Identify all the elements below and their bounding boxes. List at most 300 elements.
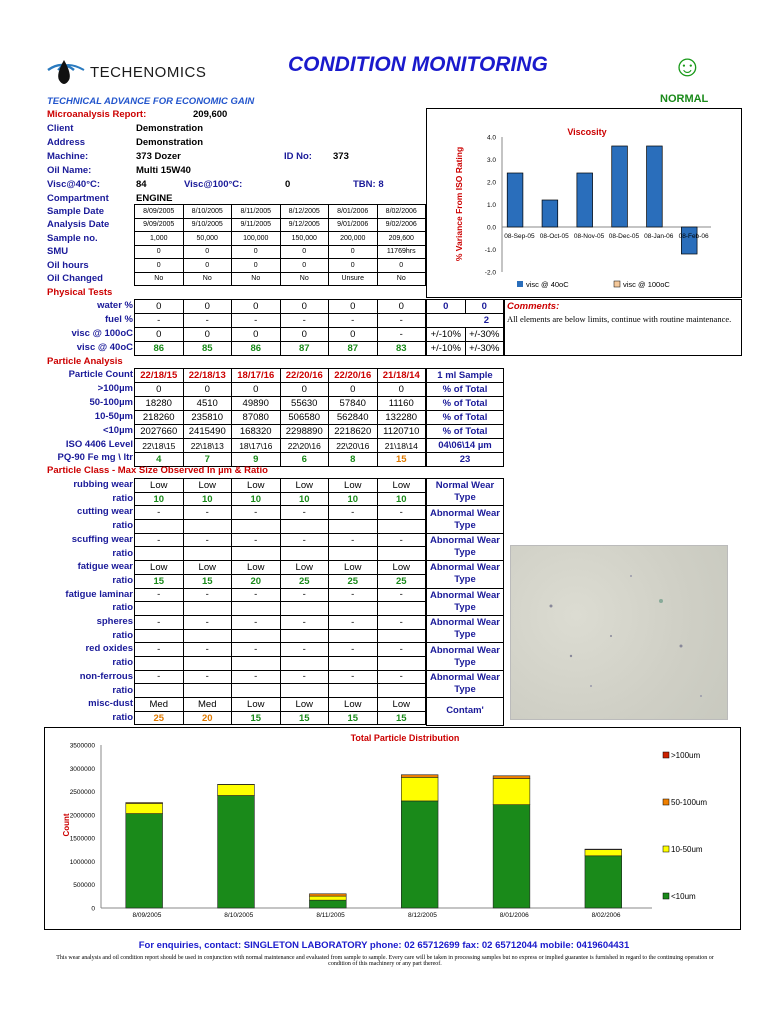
water-label: water % bbox=[97, 300, 133, 311]
physical-cell: 0 bbox=[135, 300, 184, 314]
size-cell: - bbox=[135, 506, 184, 520]
legend-label: 10-50um bbox=[671, 845, 703, 854]
size-cell: Low bbox=[135, 479, 184, 493]
table-row bbox=[135, 533, 426, 547]
oil-drop-logo-icon bbox=[44, 52, 88, 92]
sample-cell: 11769hrs bbox=[377, 245, 426, 259]
y-axis-label: Count bbox=[62, 813, 71, 837]
ratio-cell bbox=[135, 602, 184, 616]
table-row bbox=[427, 328, 504, 342]
wear-type-subtext: Type bbox=[454, 656, 476, 668]
size-cell: - bbox=[280, 588, 329, 602]
distribution-bar-segment bbox=[309, 896, 346, 900]
size-cell: - bbox=[329, 506, 378, 520]
size-cell: - bbox=[232, 588, 281, 602]
tbn-label: TBN: 8 bbox=[353, 179, 384, 190]
ratio-cell bbox=[135, 684, 184, 698]
physical-cell: 0 bbox=[183, 328, 232, 342]
table-row bbox=[135, 383, 426, 397]
sample-cell: 8/02/2006 bbox=[377, 205, 426, 219]
legend-swatch bbox=[614, 281, 620, 287]
particle-cell: 22\18\13 bbox=[183, 439, 232, 453]
sample-cell: 0 bbox=[135, 245, 184, 259]
wear-type-text: Abnormal Wear bbox=[429, 562, 501, 574]
ratio-cell bbox=[232, 602, 281, 616]
oil-label: Oil Name: bbox=[47, 165, 92, 176]
size-cell: Low bbox=[377, 479, 426, 493]
size-cell: - bbox=[280, 643, 329, 657]
ratio-cell: 15 bbox=[135, 574, 184, 588]
table-row bbox=[135, 656, 426, 670]
table-row bbox=[427, 479, 504, 506]
sample-cell: 0 bbox=[135, 259, 184, 273]
particle-cell: 2415490 bbox=[183, 425, 232, 439]
table-row bbox=[135, 218, 426, 232]
ratio-cell: 25 bbox=[329, 574, 378, 588]
table-row bbox=[135, 670, 426, 684]
legend-label: visc @ 100oC bbox=[623, 280, 670, 289]
particle-cell: 21/18/14 bbox=[377, 369, 426, 383]
footer-disclaimer: This wear analysis and oil condition report should be used in conjunction with normal maintenance and evaluated from sample to sample. Every care will be taken in processing samples but no express or implied guarantee is furnished in regard to the continuing operation or condition of this machinery or any part thereof. bbox=[56, 955, 714, 967]
status-badge: NORMAL bbox=[660, 93, 709, 105]
sample-cell: No bbox=[280, 272, 329, 286]
table-row bbox=[135, 574, 426, 588]
ratio-cell bbox=[232, 547, 281, 561]
ratio-label: ratio bbox=[112, 711, 133, 723]
table-row bbox=[427, 533, 504, 560]
oil-hours-label: Oil hours bbox=[47, 260, 89, 271]
distribution-bar-segment bbox=[401, 777, 438, 801]
y-tick-label: 2000000 bbox=[69, 812, 95, 820]
table-row bbox=[427, 300, 504, 314]
y-tick-label: -2.0 bbox=[484, 269, 496, 277]
sample-cell: 209,600 bbox=[377, 232, 426, 246]
sample-cell: 0 bbox=[183, 259, 232, 273]
sample-cell: 0 bbox=[232, 259, 281, 273]
machine-value: 373 Dozer bbox=[136, 151, 181, 162]
wear-type-subtext: Type bbox=[454, 629, 476, 641]
size-cell: - bbox=[183, 506, 232, 520]
ratio-cell: 10 bbox=[280, 492, 329, 506]
physical-cell: 87 bbox=[329, 342, 378, 356]
legend-swatch bbox=[663, 799, 669, 805]
physical-cell: - bbox=[377, 314, 426, 328]
wear-type-text: Abnormal Wear bbox=[429, 644, 501, 656]
table-row bbox=[135, 397, 426, 411]
table-row bbox=[427, 425, 504, 439]
size-cell: - bbox=[377, 643, 426, 657]
wear-type-subtext: Type bbox=[454, 683, 476, 695]
oil-changed-label: Oil Changed bbox=[47, 273, 103, 284]
ratio-label: ratio bbox=[112, 629, 133, 641]
table-row bbox=[135, 629, 426, 643]
particle-side-cell: % of Total bbox=[427, 397, 504, 411]
distribution-bar-segment bbox=[401, 801, 438, 908]
particle-distribution-chart bbox=[45, 728, 740, 929]
size-cell: - bbox=[377, 506, 426, 520]
size-cell: - bbox=[377, 670, 426, 684]
viscosity-bar bbox=[577, 173, 593, 227]
size-cell: - bbox=[280, 615, 329, 629]
y-tick-label: -1.0 bbox=[484, 247, 496, 254]
ratio-cell: 25 bbox=[135, 711, 184, 725]
sample-cell: 150,000 bbox=[280, 232, 329, 246]
particle-cell: 57840 bbox=[329, 397, 378, 411]
sample-cell: 0 bbox=[377, 259, 426, 273]
particle-cell: 0 bbox=[135, 383, 184, 397]
ratio-cell bbox=[232, 656, 281, 670]
sample-cell: 100,000 bbox=[232, 232, 281, 246]
table-row bbox=[427, 588, 504, 615]
size-cell: - bbox=[232, 615, 281, 629]
physical-cell: - bbox=[135, 314, 184, 328]
viscosity-bar bbox=[681, 227, 697, 254]
wear-type-text: Abnormal Wear bbox=[429, 617, 501, 629]
size-cell: Med bbox=[135, 698, 184, 712]
legend-swatch bbox=[663, 893, 669, 899]
particle-cell: 1120710 bbox=[377, 425, 426, 439]
10-50-label: 10-50µm bbox=[94, 411, 133, 422]
legend-label: <10um bbox=[671, 892, 696, 901]
visc40-label: Visc@40°C: bbox=[47, 179, 101, 190]
particle-side-cell: % of Total bbox=[427, 411, 504, 425]
table-row bbox=[135, 205, 426, 219]
table-row bbox=[427, 698, 504, 725]
size-cell: Low bbox=[135, 561, 184, 575]
table-row bbox=[135, 643, 426, 657]
table-row bbox=[427, 453, 504, 467]
logo-text: TECHENOMICS bbox=[90, 64, 207, 81]
ratio-label: ratio bbox=[112, 657, 133, 669]
particle-cell: 22\18\15 bbox=[135, 439, 184, 453]
table-row bbox=[135, 698, 426, 712]
distribution-bar-segment bbox=[585, 850, 622, 856]
wear-type-cell bbox=[427, 643, 504, 670]
sample-cell: 8/12/2005 bbox=[280, 205, 329, 219]
size-cell: - bbox=[135, 533, 184, 547]
sample-cell: 0 bbox=[329, 245, 378, 259]
limit-cell: +/-10% bbox=[427, 342, 466, 356]
ratio-cell: 10 bbox=[329, 492, 378, 506]
ratio-cell bbox=[280, 684, 329, 698]
size-cell: - bbox=[280, 670, 329, 684]
table-row bbox=[135, 342, 426, 356]
physical-cell: - bbox=[232, 314, 281, 328]
table-row bbox=[427, 314, 504, 328]
particle-cell: 8 bbox=[329, 453, 378, 467]
size-cell: - bbox=[183, 615, 232, 629]
size-cell: - bbox=[232, 670, 281, 684]
sample-cell: 9/02/2006 bbox=[377, 218, 426, 232]
particle-cell: 6 bbox=[280, 453, 329, 467]
ratio-cell: 20 bbox=[183, 711, 232, 725]
physical-cell: 0 bbox=[280, 328, 329, 342]
x-tick-label: 08-Sep-05 bbox=[504, 233, 535, 240]
id-value: 373 bbox=[333, 151, 349, 162]
ratio-cell: 20 bbox=[232, 574, 281, 588]
wear-type-text: Abnormal Wear bbox=[429, 589, 501, 601]
footer-contact: For enquiries, contact: SINGLETON LABORATORY phone: 02 65712699 fax: 02 65712044 mobile: 0419604431 bbox=[138, 940, 630, 951]
table-row bbox=[135, 602, 426, 616]
size-cell: - bbox=[280, 506, 329, 520]
ratio-cell bbox=[280, 602, 329, 616]
ratio-cell bbox=[377, 602, 426, 616]
comments-text: All elements are below limits, continue with routine maintenance. bbox=[507, 314, 732, 324]
ratio-cell bbox=[329, 547, 378, 561]
distribution-bar-segment bbox=[309, 900, 346, 908]
physical-cell: 0 bbox=[329, 300, 378, 314]
particle-count-label: Particle Count bbox=[68, 369, 133, 380]
table-row bbox=[427, 643, 504, 670]
physical-limits-table bbox=[426, 299, 504, 356]
physical-cell: 0 bbox=[183, 300, 232, 314]
particle-cell: 168320 bbox=[232, 425, 281, 439]
ratio-label: ratio bbox=[112, 574, 133, 586]
sample-cell: No bbox=[377, 272, 426, 286]
particle-cell: 9 bbox=[232, 453, 281, 467]
y-tick-label: 3000000 bbox=[69, 765, 95, 773]
wear-type-text: Contam' bbox=[446, 705, 484, 717]
sample-date-label: Sample Date bbox=[47, 206, 105, 217]
ratio-cell bbox=[232, 629, 281, 643]
ratio-cell bbox=[183, 656, 232, 670]
particle-side-cell: 04\06\14 µm bbox=[427, 439, 504, 453]
wear-type-cell bbox=[427, 561, 504, 588]
size-cell: - bbox=[377, 588, 426, 602]
table-row bbox=[427, 397, 504, 411]
ratio-label: ratio bbox=[112, 602, 133, 614]
particle-cell: 11160 bbox=[377, 397, 426, 411]
wear-type-text: Normal Wear bbox=[435, 480, 495, 492]
wear-type-cell bbox=[427, 698, 504, 725]
size-cell: Low bbox=[280, 698, 329, 712]
particle-cell: 22/20/16 bbox=[280, 369, 329, 383]
limit-cell: +/-30% bbox=[465, 342, 504, 356]
legend-swatch bbox=[517, 281, 523, 287]
distribution-bar-segment bbox=[585, 849, 622, 850]
x-tick-label: 8/01/2006 bbox=[499, 912, 529, 919]
particle-cell: 22/20/16 bbox=[329, 369, 378, 383]
ratio-cell: 10 bbox=[135, 492, 184, 506]
compartment-label: Compartment bbox=[47, 193, 109, 204]
size-cell: - bbox=[135, 615, 184, 629]
ratio-cell bbox=[377, 629, 426, 643]
physical-cell: - bbox=[183, 314, 232, 328]
sample-cell: No bbox=[135, 272, 184, 286]
microscope-image bbox=[510, 545, 728, 720]
table-row bbox=[427, 369, 504, 383]
ratio-label: ratio bbox=[112, 684, 133, 696]
ratio-cell bbox=[183, 629, 232, 643]
x-tick-label: 8/10/2005 bbox=[224, 912, 254, 919]
ratio-cell bbox=[280, 520, 329, 534]
size-cell: - bbox=[329, 643, 378, 657]
distribution-bar-segment bbox=[309, 894, 346, 896]
distribution-bar-segment bbox=[126, 814, 163, 908]
ratio-cell: 25 bbox=[377, 574, 426, 588]
particle-cell: 22\20\16 bbox=[329, 439, 378, 453]
wear-type-label: cutting wear bbox=[77, 506, 133, 518]
y-axis-label: % Variance From ISO Rating bbox=[454, 146, 464, 262]
wear-type-label: fatigue wear bbox=[77, 561, 133, 573]
y-tick-label: 2.0 bbox=[486, 179, 496, 187]
table-row bbox=[135, 711, 426, 725]
legend-label: >100um bbox=[671, 751, 701, 760]
table-row bbox=[135, 245, 426, 259]
comments-box bbox=[504, 299, 742, 356]
fuel-label: fuel % bbox=[105, 314, 133, 325]
legend-label: 50-100um bbox=[671, 798, 708, 807]
table-row bbox=[427, 439, 504, 453]
size-cell: - bbox=[377, 533, 426, 547]
chart-title: Total Particle Distribution bbox=[350, 733, 460, 743]
sample-cell: 0 bbox=[280, 245, 329, 259]
ratio-cell bbox=[232, 520, 281, 534]
y-tick-label: 3500000 bbox=[69, 742, 95, 750]
sample-cell: Unsure bbox=[329, 272, 378, 286]
viscosity-bar bbox=[542, 200, 558, 227]
table-row bbox=[135, 300, 426, 314]
sample-cell: 8/11/2005 bbox=[232, 205, 281, 219]
table-row bbox=[135, 479, 426, 493]
gt100-label: >100µm bbox=[97, 383, 133, 394]
particle-cell: 235810 bbox=[183, 411, 232, 425]
limit-cell: 2 bbox=[427, 314, 504, 328]
particle-cell: 0 bbox=[377, 383, 426, 397]
sample-cell: 9/11/2005 bbox=[232, 218, 281, 232]
table-row bbox=[135, 588, 426, 602]
particle-class-heading: Particle Class - Max Size Observed In µm & Ratio bbox=[47, 465, 268, 476]
wear-type-subtext: Type bbox=[454, 546, 476, 558]
wear-type-label: red oxides bbox=[85, 643, 133, 655]
ratio-cell bbox=[135, 520, 184, 534]
visc100-label: Visc@100°C: bbox=[184, 179, 243, 190]
wear-type-cell bbox=[427, 506, 504, 533]
size-cell: Low bbox=[183, 479, 232, 493]
y-tick-label: 2500000 bbox=[69, 789, 95, 797]
size-cell: Low bbox=[329, 479, 378, 493]
ratio-cell: 10 bbox=[377, 492, 426, 506]
limit-cell: +/-30% bbox=[465, 328, 504, 342]
address-label: Address bbox=[47, 137, 86, 148]
y-tick-label: 4.0 bbox=[486, 134, 496, 142]
lt10-label: <10µm bbox=[102, 425, 133, 436]
table-row bbox=[135, 369, 426, 383]
physical-cell: - bbox=[329, 314, 378, 328]
table-row bbox=[135, 520, 426, 534]
table-row bbox=[427, 506, 504, 533]
sample-cell: 9/01/2006 bbox=[329, 218, 378, 232]
physical-tests-heading: Physical Tests bbox=[47, 287, 113, 298]
viscosity-chart bbox=[427, 109, 741, 297]
size-cell: Low bbox=[232, 479, 281, 493]
ratio-cell bbox=[183, 602, 232, 616]
limit-cell: 0 bbox=[427, 300, 466, 314]
particle-cell: 562840 bbox=[329, 411, 378, 425]
particle-cell: 0 bbox=[232, 383, 281, 397]
ratio-cell bbox=[135, 547, 184, 561]
ratio-cell bbox=[183, 520, 232, 534]
id-label: ID No: bbox=[284, 151, 312, 162]
size-cell: - bbox=[183, 643, 232, 657]
particle-side-cell: 1 ml Sample bbox=[427, 369, 504, 383]
wear-type-label: rubbing wear bbox=[73, 479, 133, 490]
particle-cell: 0 bbox=[183, 383, 232, 397]
chart-title: Viscosity bbox=[567, 127, 607, 137]
particle-cell: 0 bbox=[280, 383, 329, 397]
wear-type-label: misc-dust bbox=[88, 698, 133, 710]
size-cell: - bbox=[329, 670, 378, 684]
tagline: TECHNICAL ADVANCE FOR ECONOMIC GAIN bbox=[47, 96, 255, 107]
viscosity-bar bbox=[647, 146, 663, 227]
particle-cell: 4 bbox=[135, 453, 184, 467]
physical-cell: 0 bbox=[232, 328, 281, 342]
legend-label: visc @ 40oC bbox=[526, 280, 569, 289]
ratio-cell bbox=[329, 684, 378, 698]
table-row bbox=[427, 383, 504, 397]
compartment-value: ENGINE bbox=[136, 193, 173, 204]
particle-cell: 7 bbox=[183, 453, 232, 467]
wear-type-text: Abnormal Wear bbox=[429, 534, 501, 546]
analysis-date-label: Analysis Date bbox=[47, 219, 110, 230]
table-row bbox=[135, 425, 426, 439]
particle-side-cell: % of Total bbox=[427, 383, 504, 397]
particle-cell: 218260 bbox=[135, 411, 184, 425]
wear-type-label: spheres bbox=[96, 616, 133, 627]
wear-type-subtext: Type bbox=[454, 601, 476, 613]
size-cell: - bbox=[183, 670, 232, 684]
limit-cell: 0 bbox=[465, 300, 504, 314]
size-cell: Low bbox=[329, 698, 378, 712]
ratio-cell bbox=[280, 629, 329, 643]
particle-side-cell: 23 bbox=[427, 453, 504, 467]
particle-side-table bbox=[426, 368, 504, 467]
ratio-cell bbox=[329, 629, 378, 643]
size-cell: - bbox=[183, 588, 232, 602]
distribution-bar-segment bbox=[126, 803, 163, 813]
ratio-cell bbox=[280, 547, 329, 561]
ratio-cell bbox=[329, 520, 378, 534]
size-cell: Med bbox=[183, 698, 232, 712]
size-cell: - bbox=[135, 588, 184, 602]
table-row bbox=[427, 342, 504, 356]
particle-cell: 49890 bbox=[232, 397, 281, 411]
sample-cell: 1,000 bbox=[135, 232, 184, 246]
physical-cell: 86 bbox=[135, 342, 184, 356]
particle-cell: 22/18/15 bbox=[135, 369, 184, 383]
ratio-cell bbox=[232, 684, 281, 698]
ratio-cell bbox=[377, 520, 426, 534]
distribution-bar-segment bbox=[493, 805, 530, 908]
wear-type-label: non-ferrous bbox=[79, 670, 133, 682]
table-row bbox=[427, 561, 504, 588]
ratio-cell bbox=[135, 656, 184, 670]
wear-type-subtext: Type bbox=[454, 574, 476, 586]
x-tick-label: 8/11/2005 bbox=[316, 912, 345, 919]
wear-type-subtext: Type bbox=[454, 519, 476, 531]
table-row bbox=[135, 328, 426, 342]
ratio-cell: 10 bbox=[183, 492, 232, 506]
wear-type-text: Abnormal Wear bbox=[429, 507, 501, 519]
y-tick-label: 1.0 bbox=[486, 202, 496, 209]
y-tick-label: 0 bbox=[91, 905, 95, 913]
table-row bbox=[135, 314, 426, 328]
table-row bbox=[135, 259, 426, 273]
legend-swatch bbox=[663, 752, 669, 758]
sample-cell: 0 bbox=[183, 245, 232, 259]
client-value: Demonstration bbox=[136, 123, 204, 134]
wear-type-cell bbox=[427, 533, 504, 560]
